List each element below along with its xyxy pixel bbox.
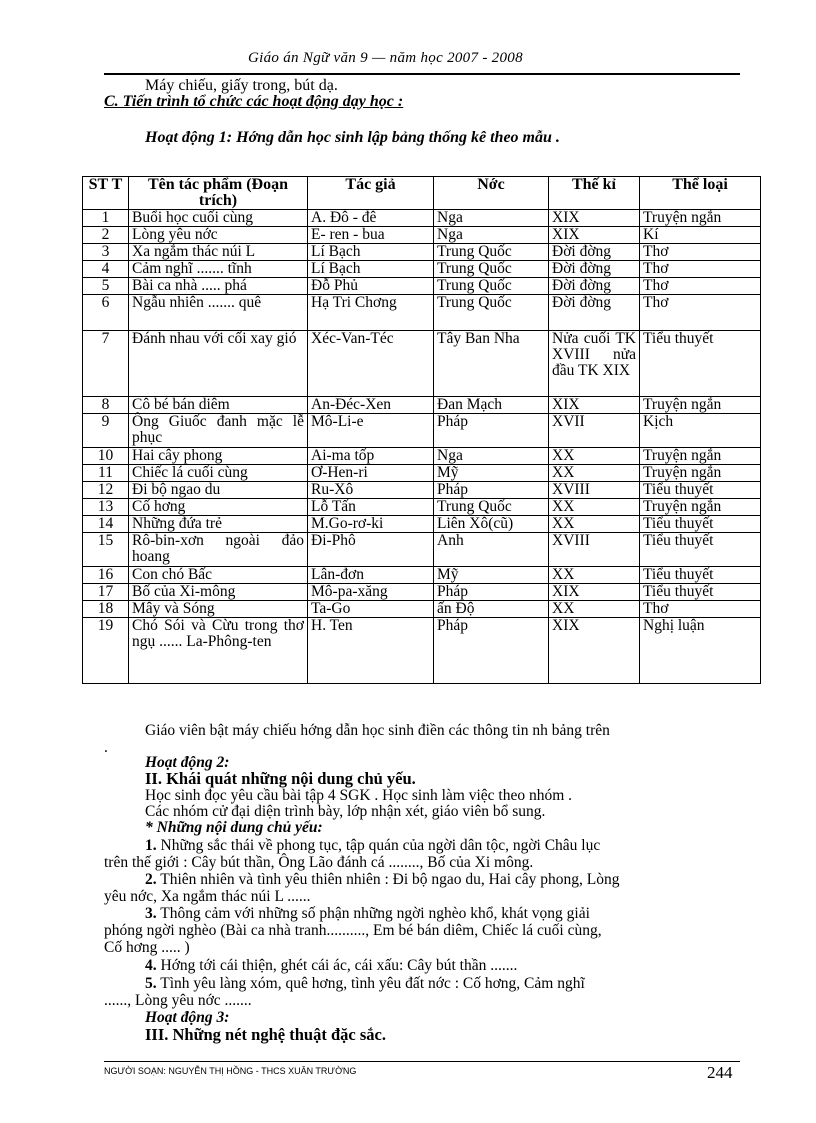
- cell-century: XVIII: [549, 533, 640, 567]
- item-3-line-2: phóng ngời nghèo (Bài ca nhà tranh.........., Em bé bán diêm, Chiếc lá cuối cùng,: [104, 922, 602, 939]
- table-row: [83, 516, 761, 533]
- item-5-number: 5.: [145, 975, 157, 992]
- instruction-period: .: [104, 739, 108, 756]
- col-header-country: Nớc: [434, 177, 549, 210]
- cell-stt: 14: [83, 516, 129, 533]
- cell-country: ấn Độ: [434, 601, 549, 618]
- cell-country: Trung Quốc: [434, 295, 549, 331]
- cell-stt: 6: [83, 295, 129, 331]
- item-2-line-1: [145, 871, 620, 888]
- cell-country: Tây Ban Nha: [434, 331, 549, 397]
- cell-genre: Kịch: [640, 414, 761, 448]
- cell-title: Con chó Bấc: [129, 567, 308, 584]
- item-3-number: 3.: [145, 905, 157, 922]
- cell-stt: 3: [83, 244, 129, 261]
- item-4-line-1: [145, 957, 517, 974]
- cell-title: Lòng yêu nớc: [129, 227, 308, 244]
- cell-stt: 1: [83, 210, 129, 227]
- cell-genre: Tiểu thuyết: [640, 482, 761, 499]
- cell-stt: 13: [83, 499, 129, 516]
- cell-genre: Thơ: [640, 278, 761, 295]
- table-row: [83, 618, 761, 684]
- cell-title: Cô bé bán diêm: [129, 397, 308, 414]
- table-row: [83, 567, 761, 584]
- cell-genre: Truyện ngắn: [640, 210, 761, 227]
- cell-genre: Thơ: [640, 601, 761, 618]
- cell-country: Đan Mạch: [434, 397, 549, 414]
- item-5-line-2: ......, Lòng yêu nớc .......: [104, 992, 252, 1009]
- cell-title: Rô-bin-xơn ngoài đảo hoang: [129, 533, 308, 567]
- item-4-text: Hớng tới cái thiện, ghét cái ác, cái xấu: Cây bút thần .......: [156, 957, 518, 974]
- cell-stt: 4: [83, 261, 129, 278]
- cell-century: Đời đờng: [549, 261, 640, 278]
- cell-genre: Truyện ngắn: [640, 448, 761, 465]
- cell-country: Pháp: [434, 482, 549, 499]
- section-2-heading: II. Khái quát những nội dung chủ yếu.: [145, 769, 416, 788]
- cell-century: XIX: [549, 584, 640, 601]
- col-header-title: Tên tác phẩm (Đoạn trích): [129, 177, 308, 210]
- cell-century: XX: [549, 516, 640, 533]
- table-row: [83, 448, 761, 465]
- page-number: 244: [707, 1063, 733, 1082]
- cell-genre: Thơ: [640, 261, 761, 278]
- cell-genre: Thơ: [640, 244, 761, 261]
- activity-2-heading: Hoạt động 2:: [145, 754, 230, 771]
- section-c-heading: C. Tiến trình tổ chức các hoạt động dạy học :: [104, 93, 404, 110]
- cell-century: XIX: [549, 210, 640, 227]
- cell-stt: 19: [83, 618, 129, 684]
- cell-author: Ơ-Hen-ri: [308, 465, 434, 482]
- activity-1-heading: Hoạt động 1: Hớng dẫn học sinh lập bảng thống kê theo mẫu .: [145, 129, 560, 146]
- cell-century: Đời đờng: [549, 295, 640, 331]
- cell-stt: 2: [83, 227, 129, 244]
- cell-century: XX: [549, 567, 640, 584]
- cell-author: Ta-Go: [308, 601, 434, 618]
- cell-title: Xa ngắm thác núi L: [129, 244, 308, 261]
- item-1-line-2: trên thế giới : Cây bút thần, Ông Lão đánh cá ........, Bố của Xi mông.: [104, 854, 534, 871]
- main-contents-heading: * Những nội dung chủ yếu:: [145, 819, 323, 836]
- table-row: [83, 227, 761, 244]
- col-header-genre: Thể loại: [640, 177, 761, 210]
- cell-title: Chó Sói và Cừu trong thơ ngụ ...... La-Phông-ten: [129, 618, 308, 684]
- cell-title: Những đứa trẻ: [129, 516, 308, 533]
- paragraph-1: Học sinh đọc yêu cầu bài tập 4 SGK . Học sinh làm việc theo nhóm .: [145, 787, 573, 804]
- cell-stt: 18: [83, 601, 129, 618]
- cell-country: Trung Quốc: [434, 261, 549, 278]
- cell-stt: 11: [83, 465, 129, 482]
- table-row: [83, 601, 761, 618]
- cell-genre: Tiểu thuyết: [640, 567, 761, 584]
- table-row: [83, 278, 761, 295]
- table-row: [83, 210, 761, 227]
- cell-title: Cảm nghĩ ....... tĩnh: [129, 261, 308, 278]
- cell-author: Ai-ma tốp: [308, 448, 434, 465]
- item-3-text: Thông cảm với những số phận những ngời nghèo khổ, khát vọng giải: [156, 905, 590, 922]
- cell-country: Liên Xô(cũ): [434, 516, 549, 533]
- table-row: [83, 465, 761, 482]
- cell-genre: Nghị luận: [640, 618, 761, 684]
- cell-genre: Kí: [640, 227, 761, 244]
- cell-title: Chiếc lá cuối cùng: [129, 465, 308, 482]
- cell-author: Lân-đơn: [308, 567, 434, 584]
- table-row: [83, 482, 761, 499]
- cell-title: Đi bộ ngao du: [129, 482, 308, 499]
- cell-author: H. Ten: [308, 618, 434, 684]
- cell-century: XVII: [549, 414, 640, 448]
- cell-title: Ngẫu nhiên ....... quê: [129, 295, 308, 331]
- cell-country: Trung Quốc: [434, 278, 549, 295]
- item-5-text: Tình yêu làng xóm, quê hơng, tình yêu đất nớc : Cố hơng, Cảm nghĩ: [156, 975, 585, 992]
- page-header-title: Giáo án Ngữ văn 9 — năm học 2007 - 2008: [248, 50, 523, 66]
- cell-country: Pháp: [434, 618, 549, 684]
- cell-author: Xéc-Van-Téc: [308, 331, 434, 397]
- cell-title: Mây và Sóng: [129, 601, 308, 618]
- cell-author: Lí Bạch: [308, 261, 434, 278]
- col-header-century: Thế kỉ: [549, 177, 640, 210]
- item-5-line-1: [145, 975, 585, 992]
- cell-stt: 15: [83, 533, 129, 567]
- cell-century: XIX: [549, 618, 640, 684]
- cell-genre: Tiểu thuyết: [640, 584, 761, 601]
- item-2-text: Thiên nhiên và tình yêu thiên nhiên : Đi bộ ngao du, Hai cây phong, Lòng: [156, 871, 620, 888]
- cell-author: Lí Bạch: [308, 244, 434, 261]
- footer-author: NGƯỜI SOẠN: NGUYỄN THỊ HỒNG - THCS XUÂN TRƯỜNG: [104, 1066, 357, 1076]
- cell-title: Đánh nhau với cối xay gió: [129, 331, 308, 397]
- item-2-line-2: yêu nớc, Xa ngắm thác núi L ......: [104, 888, 311, 905]
- cell-century: Đời đờng: [549, 278, 640, 295]
- cell-author: Ru-Xô: [308, 482, 434, 499]
- footer-rule: [104, 1061, 740, 1062]
- header-rule: [104, 73, 740, 75]
- table-row: [83, 244, 761, 261]
- table-row: [83, 414, 761, 448]
- table-row: [83, 499, 761, 516]
- cell-stt: 16: [83, 567, 129, 584]
- section-3-heading: III. Những nét nghệ thuật đặc sắc.: [145, 1025, 386, 1044]
- cell-country: Mỹ: [434, 465, 549, 482]
- cell-author: Hạ Tri Chơng: [308, 295, 434, 331]
- materials-line: Máy chiếu, giấy trong, bút dạ.: [145, 77, 338, 94]
- cell-author: Mô-pa-xăng: [308, 584, 434, 601]
- table-row: [83, 533, 761, 567]
- item-2-number: 2.: [145, 871, 157, 888]
- cell-stt: 17: [83, 584, 129, 601]
- activity-3-heading: Hoạt động 3:: [145, 1009, 230, 1026]
- cell-genre: Truyện ngắn: [640, 499, 761, 516]
- cell-country: Nga: [434, 210, 549, 227]
- cell-country: Anh: [434, 533, 549, 567]
- cell-author: M.Go-rơ-ki: [308, 516, 434, 533]
- cell-author: Đỗ Phủ: [308, 278, 434, 295]
- cell-title: Hai cây phong: [129, 448, 308, 465]
- cell-century: XIX: [549, 397, 640, 414]
- cell-century: XX: [549, 448, 640, 465]
- cell-genre: Truyện ngắn: [640, 397, 761, 414]
- table-header-row: [83, 177, 761, 210]
- item-1-text: Những sắc thái về phong tục, tập quán của ngời dân tộc, ngời Châu lục: [156, 837, 601, 854]
- item-1-number: 1.: [145, 837, 157, 854]
- cell-century: Nửa cuối TK XVIII nửa đầu TK XIX: [549, 331, 640, 397]
- cell-author: A. Đô - đê: [308, 210, 434, 227]
- item-3-line-3: Cố hơng ..... ): [104, 939, 190, 956]
- cell-genre: Tiểu thuyết: [640, 331, 761, 397]
- cell-genre: Tiểu thuyết: [640, 533, 761, 567]
- cell-title: Bố của Xi-mông: [129, 584, 308, 601]
- cell-author: An-Đéc-Xen: [308, 397, 434, 414]
- item-1-line-1: [145, 837, 600, 854]
- cell-century: XIX: [549, 227, 640, 244]
- item-3-line-1: [145, 905, 590, 922]
- item-4-number: 4.: [145, 957, 157, 974]
- cell-country: Pháp: [434, 414, 549, 448]
- table-row: [83, 295, 761, 331]
- cell-country: Mỹ: [434, 567, 549, 584]
- cell-title: Buổi học cuối cùng: [129, 210, 308, 227]
- table-row: [83, 584, 761, 601]
- table-row: [83, 261, 761, 278]
- cell-stt: 5: [83, 278, 129, 295]
- cell-century: XX: [549, 499, 640, 516]
- cell-title: Bài ca nhà ..... phá: [129, 278, 308, 295]
- col-header-stt: ST T: [83, 177, 129, 210]
- table-row: [83, 397, 761, 414]
- literature-table: [82, 176, 761, 684]
- cell-country: Nga: [434, 227, 549, 244]
- cell-genre: Tiểu thuyết: [640, 516, 761, 533]
- cell-stt: 10: [83, 448, 129, 465]
- cell-author: Mô-Li-e: [308, 414, 434, 448]
- cell-title: Cố hơng: [129, 499, 308, 516]
- cell-stt: 7: [83, 331, 129, 397]
- cell-country: Pháp: [434, 584, 549, 601]
- cell-stt: 12: [83, 482, 129, 499]
- cell-genre: Truyện ngắn: [640, 465, 761, 482]
- cell-author: E- ren - bua: [308, 227, 434, 244]
- cell-century: XX: [549, 601, 640, 618]
- cell-author: Lỗ Tấn: [308, 499, 434, 516]
- paragraph-2: Các nhóm cử đại diện trình bày, lớp nhận xét, giáo viên bổ sung.: [145, 803, 546, 820]
- cell-title: Ông Giuốc đanh mặc lễ phục: [129, 414, 308, 448]
- cell-country: Trung Quốc: [434, 244, 549, 261]
- cell-genre: Thơ: [640, 295, 761, 331]
- cell-country: Trung Quốc: [434, 499, 549, 516]
- col-header-author: Tác giả: [308, 177, 434, 210]
- cell-century: XX: [549, 465, 640, 482]
- cell-stt: 8: [83, 397, 129, 414]
- cell-century: Đời đờng: [549, 244, 640, 261]
- cell-author: Đi-Phô: [308, 533, 434, 567]
- cell-country: Nga: [434, 448, 549, 465]
- cell-century: XVIII: [549, 482, 640, 499]
- table-row: [83, 331, 761, 397]
- teacher-instruction: Giáo viên bật máy chiếu hớng dẫn học sinh điền các thông tin nh bảng trên: [145, 722, 610, 739]
- cell-stt: 9: [83, 414, 129, 448]
